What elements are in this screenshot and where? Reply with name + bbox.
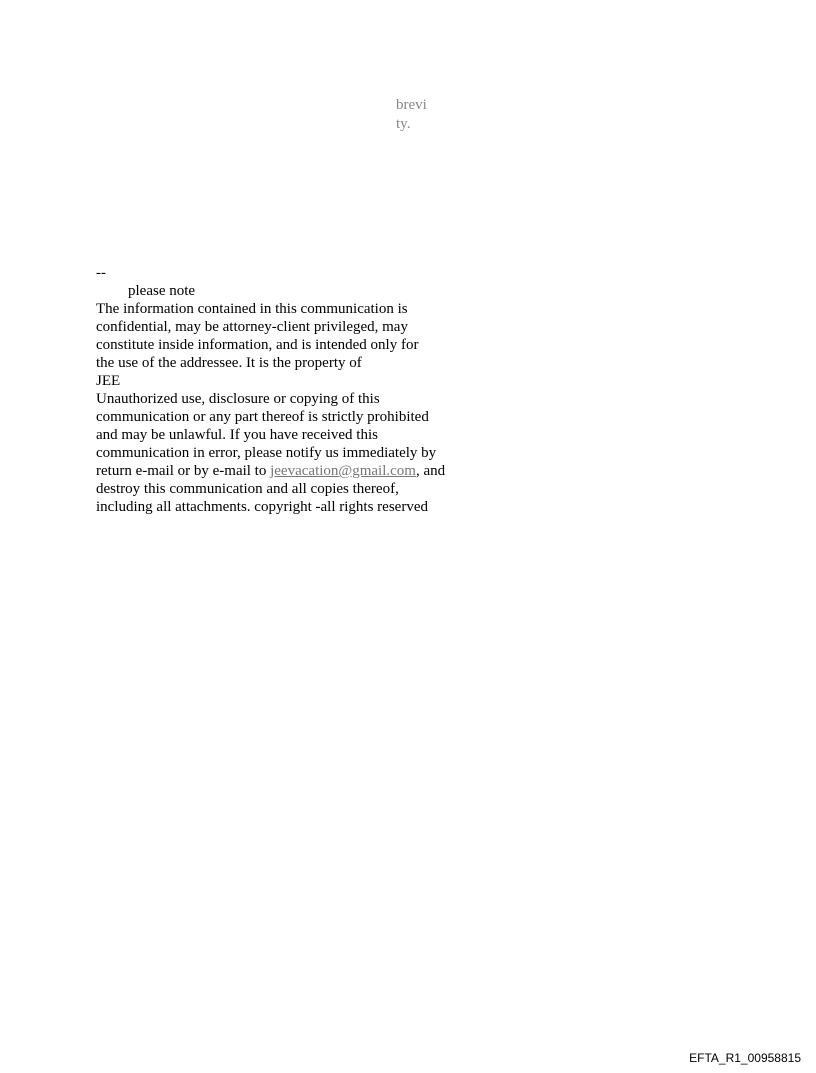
disclaimer-line: and may be unlawful. If you have received this bbox=[96, 427, 378, 443]
signature-separator: -- bbox=[96, 265, 106, 281]
disclaimer-line: destroy this communication and all copies thereof, bbox=[96, 481, 399, 497]
quoted-text bbox=[396, 96, 427, 134]
email-signature-disclaimer bbox=[96, 264, 476, 516]
disclaimer-line: JEE bbox=[96, 373, 121, 389]
disclaimer-line: The information contained in this communication is bbox=[96, 301, 408, 317]
return-suffix: , and bbox=[415, 463, 446, 479]
disclaimer-line: communication in error, please notify us immediately by bbox=[96, 445, 437, 461]
email-link[interactable]: jeevacation@gmail.com bbox=[270, 463, 416, 479]
disclaimer-line: the use of the addressee. It is the property of bbox=[96, 355, 362, 371]
return-prefix: return e-mail or by e-mail to bbox=[96, 463, 271, 479]
disclaimer-heading: please note bbox=[128, 283, 196, 299]
document-id: EFTA_R1_00958815 bbox=[689, 1051, 801, 1065]
quoted-line-2: ty. bbox=[396, 116, 411, 132]
disclaimer-line: Unauthorized use, disclosure or copying of this bbox=[96, 391, 380, 407]
disclaimer-line: including all attachments. copyright -all rights reserved bbox=[96, 499, 428, 515]
disclaimer-return-line bbox=[96, 462, 476, 480]
disclaimer-line: constitute inside information, and is intended only for bbox=[96, 337, 419, 353]
disclaimer-line: communication or any part thereof is strictly prohibited bbox=[96, 409, 429, 425]
quoted-line-1: brevi bbox=[396, 97, 427, 113]
disclaimer-line: confidential, may be attorney-client privileged, may bbox=[96, 319, 408, 335]
